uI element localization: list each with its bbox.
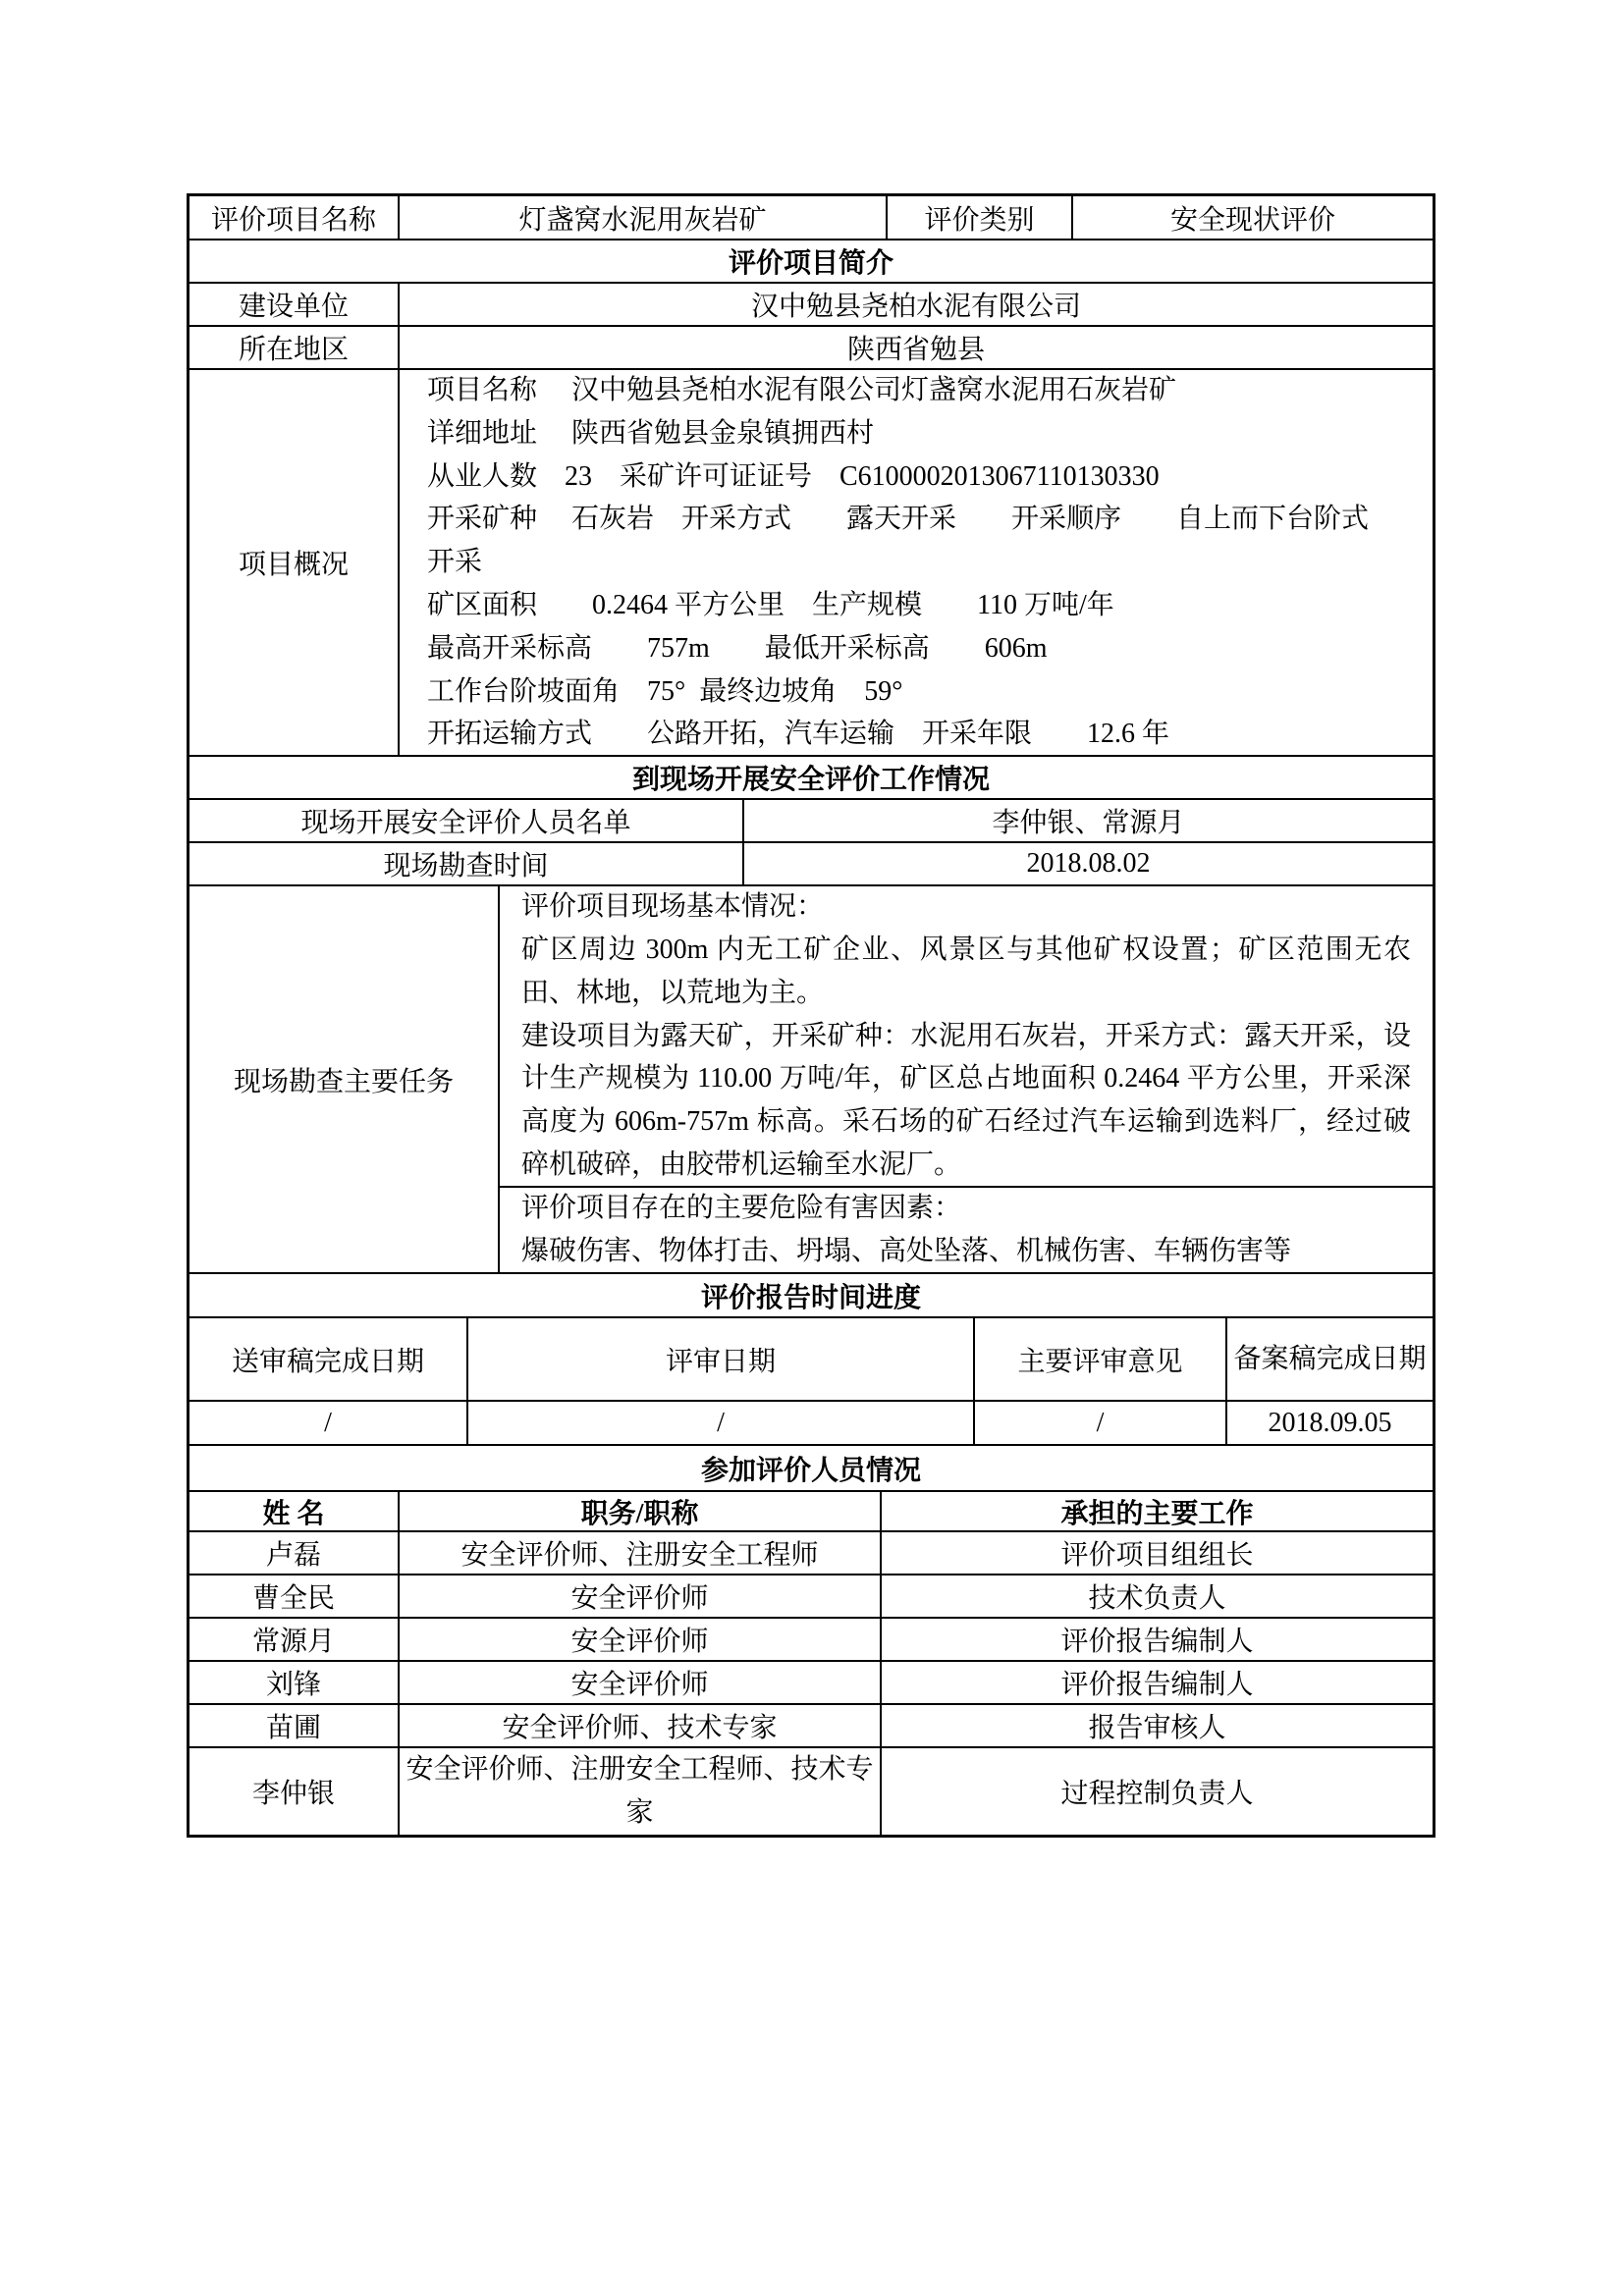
survey-task-content [500,886,1433,1272]
row-participants-title [189,1446,1433,1492]
schedule-record-date-value: 2018.09.05 [1268,1407,1392,1438]
participant-row [189,1662,1433,1705]
hazard-heading: 评价项目存在的主要危险有害因素： [521,1193,962,1224]
schedule-col-record-date: 备案稿完成日期 [1233,1343,1427,1374]
participant-name: 李仲银 [189,1748,400,1835]
intro-section-title: 评价项目简介 [728,248,893,279]
row-survey-time [189,843,1433,886]
participant-work: 技术负责人 [1088,1583,1226,1614]
row-schedule-values [189,1402,1433,1446]
participant-work: 评价报告编制人 [1060,1627,1254,1657]
staff-list-value: 李仲银、常源月 [992,808,1185,838]
participant-row [189,1575,1433,1619]
participants-col-name: 姓 名 [189,1492,400,1530]
row-project-name [189,196,1433,240]
site-basic-situation [500,886,1433,1188]
row-project-overview [189,370,1433,757]
project-name-value: 灯盏窝水泥用灰岩矿 [400,196,888,239]
schedule-col-draft-date: 送审稿完成日期 [189,1318,468,1400]
participant-name: 常源月 [189,1619,400,1660]
participant-title: 安全评价师 [400,1575,882,1617]
survey-time-label: 现场勘查时间 [189,843,744,884]
participants-section-title: 参加评价人员情况 [700,1455,921,1486]
participant-title: 安全评价师、技术专家 [400,1705,882,1746]
construction-unit-label: 建设单位 [189,284,400,325]
row-participants-headers [189,1492,1433,1532]
category-value: 安全现状评价 [1169,204,1335,236]
participants-col-title: 职务/职称 [400,1492,882,1530]
row-location [189,327,1433,370]
location-label: 所在地区 [189,327,400,368]
survey-time-value: 2018.08.02 [1026,848,1151,879]
participant-work: 报告审核人 [1088,1713,1226,1743]
participant-title: 安全评价师 [400,1619,882,1660]
construction-unit-value: 汉中勉县尧柏水泥有限公司 [750,292,1081,322]
overview-line: 详细地址 陕西省勉县金泉镇拥西村 [427,417,875,449]
location-value: 陕西省勉县 [846,335,985,365]
overview-line: 从业人数 23 采矿许可证证号 C6100002013067110130330 [427,460,1160,492]
survey-task-label: 现场勘查主要任务 [189,886,500,1272]
site-basic-para1: 矿区周边 300m 内无工矿企业、风景区与其他矿权设置；矿区范围无农田、林地，以荒地为主。 [521,934,1411,1008]
overview-line: 工作台阶坡面角 75° 最终边坡角 59° [427,675,903,707]
schedule-review-date-value: / [468,1402,975,1444]
schedule-review-opinion-value: / [975,1402,1227,1444]
evaluation-report-table [187,193,1435,1838]
project-name-label: 评价项目名称 [189,196,400,239]
participant-work: 评价报告编制人 [1060,1670,1254,1700]
schedule-col-review-date: 评审日期 [468,1318,975,1400]
participant-name: 卢磊 [189,1532,400,1574]
row-survey-task [189,886,1433,1274]
site-hazards [500,1188,1433,1272]
participant-name: 曹全民 [189,1575,400,1617]
participant-title: 安全评价师、注册安全工程师、技术专家 [400,1748,882,1835]
participant-row [189,1619,1433,1662]
overview-line: 开采 [427,547,483,578]
participant-work: 过程控制负责人 [1060,1779,1254,1809]
row-construction-unit [189,284,1433,327]
category-label: 评价类别 [888,196,1073,239]
staff-list-label: 现场开展安全评价人员名单 [189,800,744,841]
project-overview-content [400,370,1433,755]
participant-name: 刘锋 [189,1662,400,1703]
schedule-col-review-opinion: 主要评审意见 [975,1318,1227,1400]
overview-line: 项目名称 汉中勉县尧柏水泥有限公司灯盏窝水泥用石灰岩矿 [427,374,1177,405]
participant-row [189,1532,1433,1575]
participant-row [189,1705,1433,1748]
site-work-section-title: 到现场开展安全评价工作情况 [631,765,990,795]
overview-line: 开采矿种 石灰岩 开采方式 露天开采 开采顺序 自上而下台阶式 [427,504,1370,535]
participant-name: 苗圃 [189,1705,400,1746]
site-basic-para2: 建设项目为露天矿，开采矿种：水泥用石灰岩，开采方式：露天开采，设计生产规模为 110.00 万吨/年，矿区总占地面积 0.2464 平方公里，开采深高度为 606m-757m 标高。采石场的矿石经过汽车运输到选料厂，经过破碎机破碎，由胶带机运输至水泥厂。 [521,1020,1411,1180]
hazard-list: 爆破伤害、物体打击、坍塌、高处坠落、机械伤害、车辆伤害等 [521,1236,1292,1266]
overview-line: 开拓运输方式 公路开拓，汽车运输 开采年限 12.6 年 [427,719,1170,750]
row-site-work-title [189,757,1433,800]
schedule-section-title: 评价报告时间进度 [700,1282,921,1313]
project-overview-label: 项目概况 [189,370,400,755]
participant-title: 安全评价师 [400,1662,882,1703]
participant-row [189,1748,1433,1835]
row-staff-list [189,800,1433,843]
row-intro-title [189,240,1433,284]
participant-work: 评价项目组组长 [1060,1540,1254,1571]
schedule-draft-date-value: / [189,1402,468,1444]
row-schedule-title [189,1274,1433,1318]
participants-col-work: 承担的主要工作 [1060,1498,1254,1529]
participant-title: 安全评价师、注册安全工程师 [400,1532,882,1574]
row-schedule-headers [189,1318,1433,1402]
overview-line: 最高开采标高 757m 最低开采标高 606m [427,632,1048,664]
overview-line: 矿区面积 0.2464 平方公里 生产规模 110 万吨/年 [427,589,1114,620]
site-basic-heading: 评价项目现场基本情况： [521,891,825,923]
